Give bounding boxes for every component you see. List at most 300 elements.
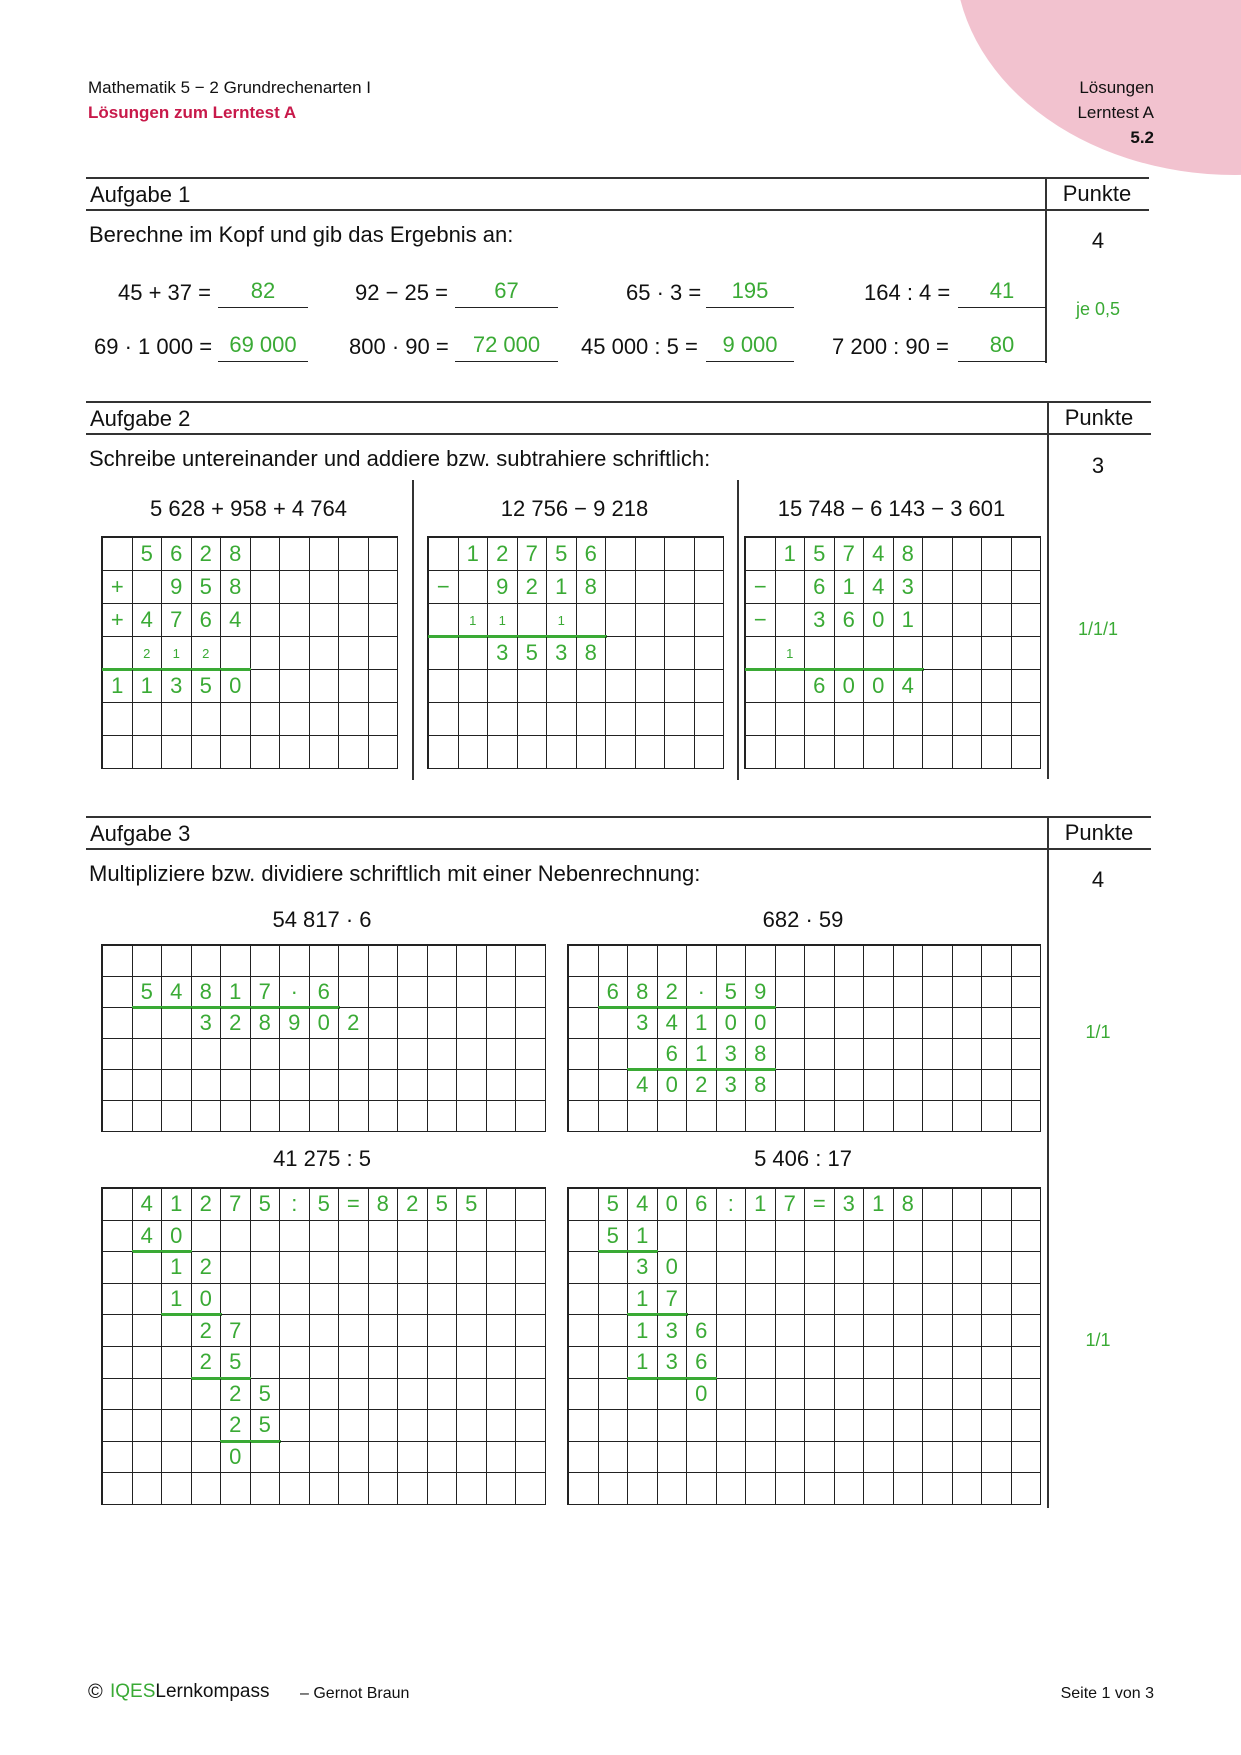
task1-question-4: 164 : 4 = (864, 280, 951, 305)
grid-cell (599, 1347, 629, 1379)
grid-cell (953, 946, 983, 977)
grid-cell (280, 1284, 310, 1316)
grid-cell (569, 1252, 599, 1284)
grid-cell: 5 (457, 1189, 487, 1221)
grid-cell (953, 1101, 983, 1132)
grid-cell (746, 1473, 776, 1505)
grid-cell (982, 1347, 1012, 1379)
grid-cell (606, 604, 636, 637)
grid-cell (658, 1379, 688, 1411)
grid-cell (864, 1473, 894, 1505)
grid-cell (953, 604, 983, 637)
grid-cell (457, 1070, 487, 1101)
page-number: Seite 1 von 3 (1060, 1685, 1154, 1702)
grid-cell: 2 (221, 1008, 251, 1039)
grid-cell (717, 1473, 747, 1505)
grid-cell (953, 1070, 983, 1101)
grid-cell (487, 1442, 517, 1474)
grid-cell (982, 1189, 1012, 1221)
grid-cell (776, 604, 806, 637)
brand-logo-text: IQESLernkompass (110, 1681, 270, 1702)
grid-cell (776, 670, 806, 703)
grid-cell (982, 1008, 1012, 1039)
grid-cell (516, 1189, 546, 1221)
task3-points-note-1: 1/1 (1085, 1022, 1111, 1042)
grid-cell (310, 736, 340, 769)
grid-cell (251, 670, 281, 703)
grid-cell: 2 (658, 977, 688, 1008)
grid-cell (369, 637, 399, 670)
grid-cell (339, 1347, 369, 1379)
grid-cell (746, 1101, 776, 1132)
grid-cell (251, 703, 281, 736)
grid-cell: 4 (133, 1221, 163, 1253)
grid-cell (1012, 1410, 1042, 1442)
grid-cell: 4 (133, 1189, 163, 1221)
grid-cell: 1 (221, 977, 251, 1008)
grid-cell (457, 946, 487, 977)
grid-cell: 1 (687, 1039, 717, 1070)
task1-points: 4 (1091, 228, 1105, 253)
grid-cell (687, 946, 717, 977)
grid-cell: 9 (488, 571, 518, 604)
grid-cell (280, 1442, 310, 1474)
grid-cell (398, 1008, 428, 1039)
grid-cell (569, 977, 599, 1008)
grid-cell (658, 1410, 688, 1442)
grid-cell (805, 1284, 835, 1316)
grid-cell (369, 1101, 399, 1132)
grid-cell (251, 1070, 281, 1101)
task3-problem-2-grid (567, 944, 1041, 1132)
grid-cell (339, 1070, 369, 1101)
grid-cell (280, 703, 310, 736)
grid-cell: 1 (894, 604, 924, 637)
grid-cell (953, 703, 983, 736)
grid-cell (746, 1284, 776, 1316)
grid-cell (398, 1315, 428, 1347)
grid-cell (923, 1284, 953, 1316)
grid-cell (310, 1379, 340, 1411)
grid-cell: 5 (717, 977, 747, 1008)
grid-cell (805, 1252, 835, 1284)
grid-cell (776, 1070, 806, 1101)
grid-cell (369, 946, 399, 977)
grid-cell (864, 977, 894, 1008)
grid-cell (599, 946, 629, 977)
grid-cell: 7 (518, 538, 548, 571)
grid-cell (133, 736, 163, 769)
grid-cell (398, 1347, 428, 1379)
grid-cell (569, 1347, 599, 1379)
grid-cell (717, 1315, 747, 1347)
grid-cell (923, 1410, 953, 1442)
task3-instruction: Multipliziere bzw. dividiere schriftlich mit einer Nebenrechnung: (89, 861, 701, 886)
grid-cell (805, 1410, 835, 1442)
grid-cell (457, 1252, 487, 1284)
grid-cell: 1 (547, 571, 577, 604)
grid-cell (864, 1284, 894, 1316)
grid-cell (923, 1252, 953, 1284)
grid-cell (1012, 977, 1042, 1008)
grid-cell (162, 1315, 192, 1347)
grid-cell (805, 1442, 835, 1474)
grid-cell (894, 1284, 924, 1316)
grid-cell: 5 (547, 538, 577, 571)
grid-cell: 7 (251, 977, 281, 1008)
grid-cell (953, 1347, 983, 1379)
grid-cell (280, 1252, 310, 1284)
grid-cell (982, 1070, 1012, 1101)
grid-cell: − (429, 571, 459, 604)
grid-cell (339, 1442, 369, 1474)
grid-cell (1012, 1101, 1042, 1132)
grid-cell: 8 (894, 538, 924, 571)
grid-cell (487, 1070, 517, 1101)
grid-cell (398, 1410, 428, 1442)
grid-cell (599, 1473, 629, 1505)
grid-cell (251, 946, 281, 977)
grid-cell (251, 571, 281, 604)
grid-cell (457, 1347, 487, 1379)
grid-cell (133, 1442, 163, 1474)
grid-cell (805, 946, 835, 977)
grid-cell (695, 637, 725, 670)
grid-cell (398, 1379, 428, 1411)
grid-cell (251, 736, 281, 769)
grid-cell (894, 703, 924, 736)
grid-cell (398, 977, 428, 1008)
grid-cell: 1 (776, 538, 806, 571)
grid-cell: 1 (133, 670, 163, 703)
grid-cell (221, 703, 251, 736)
grid-cell (103, 637, 133, 670)
grid-cell (923, 977, 953, 1008)
grid-cell (488, 670, 518, 703)
grid-cell: 1 (628, 1221, 658, 1253)
grid-cell (687, 1284, 717, 1316)
grid-cell (192, 1442, 222, 1474)
grid-cell (429, 703, 459, 736)
grid-cell (982, 1379, 1012, 1411)
grid-cell (776, 736, 806, 769)
task3-problem-1-grid (101, 944, 546, 1132)
grid-cell (369, 604, 399, 637)
grid-cell (428, 1252, 458, 1284)
grid-cell (339, 1473, 369, 1505)
grid-cell (982, 736, 1012, 769)
grid-cell: 1 (488, 604, 518, 637)
grid-cell (776, 1008, 806, 1039)
grid-cell (776, 1410, 806, 1442)
grid-cell (133, 946, 163, 977)
grid-cell (717, 1221, 747, 1253)
grid-cell (599, 1101, 629, 1132)
grid-cell (805, 1008, 835, 1039)
grid-cell (606, 736, 636, 769)
grid-cell (864, 736, 894, 769)
grid-cell (894, 1347, 924, 1379)
grid-cell (162, 946, 192, 977)
grid-cell (687, 1473, 717, 1505)
grid-cell (457, 1473, 487, 1505)
grid-cell (864, 1039, 894, 1070)
grid-cell (162, 736, 192, 769)
grid-cell (864, 703, 894, 736)
grid-cell (369, 1379, 399, 1411)
grid-cell (687, 1410, 717, 1442)
grid-cell (251, 538, 281, 571)
grid-cell: 3 (894, 571, 924, 604)
task2-divider (1047, 401, 1049, 779)
grid-cell (894, 1070, 924, 1101)
grid-cell (516, 1473, 546, 1505)
grid-cell (982, 1101, 1012, 1132)
grid-cell (835, 1473, 865, 1505)
task1-answer-3: 195 (706, 277, 794, 308)
grid-cell (894, 977, 924, 1008)
grid-cell (369, 1252, 399, 1284)
grid-cell: 9 (746, 977, 776, 1008)
grid-cell (1012, 1039, 1042, 1070)
grid-cell (192, 1473, 222, 1505)
grid-cell (339, 604, 369, 637)
grid-cell (221, 1070, 251, 1101)
grid-cell (636, 703, 666, 736)
grid-cell: 7 (221, 1315, 251, 1347)
grid-cell (103, 538, 133, 571)
grid-cell: 4 (133, 604, 163, 637)
task1-points-label: Punkte (1045, 177, 1149, 211)
grid-cell (103, 1410, 133, 1442)
grid-cell: 8 (221, 571, 251, 604)
task3-title: Aufgabe 3 (90, 821, 191, 846)
grid-cell (429, 604, 459, 637)
grid-cell (251, 1101, 281, 1132)
grid-cell (133, 1008, 163, 1039)
task2-problem-2-grid (427, 536, 724, 769)
grid-cell (982, 1039, 1012, 1070)
grid-cell (1012, 1221, 1042, 1253)
grid-cell (923, 1189, 953, 1221)
grid-cell (192, 1070, 222, 1101)
grid-cell (103, 977, 133, 1008)
grid-cell: 0 (746, 1008, 776, 1039)
grid-cell (133, 1070, 163, 1101)
grid-cell (280, 538, 310, 571)
grid-cell (339, 670, 369, 703)
grid-cell (162, 1101, 192, 1132)
grid-cell (369, 703, 399, 736)
grid-cell (339, 1039, 369, 1070)
task1-question-8: 7 200 : 90 = (832, 334, 949, 359)
grid-cell: 7 (162, 604, 192, 637)
grid-cell: 1 (864, 1189, 894, 1221)
grid-cell: 2 (192, 1315, 222, 1347)
grid-cell (982, 1252, 1012, 1284)
grid-cell: 3 (717, 1070, 747, 1101)
grid-cell: 1 (687, 1008, 717, 1039)
grid-cell (577, 703, 607, 736)
grid-cell (953, 1442, 983, 1474)
grid-cell: · (687, 977, 717, 1008)
grid-cell (805, 977, 835, 1008)
grid-cell (606, 538, 636, 571)
grid-cell: 1 (547, 604, 577, 637)
grid-cell (1012, 1008, 1042, 1039)
grid-cell (310, 637, 340, 670)
grid-cell (599, 1284, 629, 1316)
grid-cell (162, 1039, 192, 1070)
grid-cell: 6 (599, 977, 629, 1008)
grid-cell (1012, 1284, 1042, 1316)
grid-cell (894, 1473, 924, 1505)
grid-cell (599, 1379, 629, 1411)
grid-cell (923, 1379, 953, 1411)
grid-cell (457, 1221, 487, 1253)
grid-cell (339, 946, 369, 977)
grid-cell (776, 1252, 806, 1284)
grid-cell (103, 1189, 133, 1221)
grid-cell (805, 736, 835, 769)
grid-cell: 8 (894, 1189, 924, 1221)
task3-problem-3-grid (101, 1187, 546, 1505)
grid-cell (776, 1221, 806, 1253)
grid-cell (133, 1379, 163, 1411)
grid-cell (192, 1410, 222, 1442)
grid-cell (547, 703, 577, 736)
task3-problem-3-title: 41 275 : 5 (273, 1146, 371, 1171)
grid-cell: : (717, 1189, 747, 1221)
task2-points-label: Punkte (1047, 401, 1151, 435)
grid-cell (953, 1473, 983, 1505)
grid-cell (864, 1379, 894, 1411)
grid-cell: 2 (687, 1070, 717, 1101)
grid-cell (310, 1039, 340, 1070)
grid-cell (746, 1410, 776, 1442)
grid-cell (457, 1410, 487, 1442)
grid-cell (864, 1008, 894, 1039)
grid-cell (923, 736, 953, 769)
grid-cell (251, 1347, 281, 1379)
grid-cell: 5 (251, 1410, 281, 1442)
grid-cell: 1 (162, 1252, 192, 1284)
grid-cell (894, 946, 924, 977)
grid-cell (606, 637, 636, 670)
task2-problem-1-grid (101, 536, 398, 769)
grid-cell (488, 703, 518, 736)
grid-cell (982, 703, 1012, 736)
task1-answer-4: 41 (958, 277, 1046, 308)
task1-question-6: 800 · 90 = (349, 334, 449, 359)
grid-cell (221, 1039, 251, 1070)
grid-cell (251, 604, 281, 637)
grid-cell (687, 1252, 717, 1284)
grid-cell (953, 1252, 983, 1284)
grid-cell (398, 1442, 428, 1474)
grid-cell (457, 1315, 487, 1347)
grid-cell: 0 (162, 1221, 192, 1253)
grid-cell (310, 1410, 340, 1442)
task2-separator-2 (737, 480, 739, 780)
grid-cell (628, 1410, 658, 1442)
grid-cell (251, 1252, 281, 1284)
task2-problem-3-title: 15 748 − 6 143 − 3 601 (777, 496, 1006, 521)
grid-cell (577, 604, 607, 637)
grid-cell (103, 1039, 133, 1070)
grid-cell (221, 1252, 251, 1284)
task1-question-2: 92 − 25 = (355, 280, 448, 305)
grid-cell (339, 1101, 369, 1132)
grid-cell (717, 1410, 747, 1442)
grid-cell (923, 1473, 953, 1505)
grid-cell (982, 1410, 1012, 1442)
grid-cell: 4 (628, 1189, 658, 1221)
grid-cell (746, 1221, 776, 1253)
task2-title-bar (86, 401, 1047, 435)
grid-cell: 1 (103, 670, 133, 703)
grid-cell (805, 1039, 835, 1070)
grid-cell (251, 1442, 281, 1474)
grid-cell (894, 1252, 924, 1284)
grid-cell: 5 (599, 1221, 629, 1253)
grid-cell (428, 1284, 458, 1316)
grid-cell (717, 1284, 747, 1316)
grid-cell (369, 670, 399, 703)
grid-cell (428, 1008, 458, 1039)
grid-cell (516, 1221, 546, 1253)
grid-cell (805, 1101, 835, 1132)
grid-cell (428, 1315, 458, 1347)
grid-cell: 5 (221, 1347, 251, 1379)
grid-cell (516, 1379, 546, 1411)
grid-cell: 2 (339, 1008, 369, 1039)
grid-cell (487, 1221, 517, 1253)
author: – Gernot Braun (300, 1685, 410, 1702)
grid-cell (864, 1252, 894, 1284)
grid-cell: 7 (221, 1189, 251, 1221)
grid-cell: 4 (658, 1008, 688, 1039)
grid-cell (776, 1315, 806, 1347)
grid-cell (894, 1101, 924, 1132)
grid-cell (221, 736, 251, 769)
grid-cell (894, 1379, 924, 1411)
grid-cell: 1 (628, 1284, 658, 1316)
task3-title-bar (86, 816, 1047, 850)
grid-cell (577, 670, 607, 703)
grid-cell: 1 (746, 1189, 776, 1221)
grid-cell (369, 736, 399, 769)
grid-cell (746, 703, 776, 736)
grid-cell (569, 1442, 599, 1474)
grid-cell: 3 (547, 637, 577, 670)
grid-cell (923, 1008, 953, 1039)
grid-cell (805, 1347, 835, 1379)
grid-cell (369, 1284, 399, 1316)
grid-cell: 3 (628, 1252, 658, 1284)
grid-cell (428, 1039, 458, 1070)
grid-cell: : (280, 1189, 310, 1221)
grid-cell (628, 1101, 658, 1132)
grid-cell (428, 1101, 458, 1132)
grid-cell (398, 1101, 428, 1132)
grid-cell (923, 1347, 953, 1379)
grid-cell (953, 736, 983, 769)
grid-cell (982, 637, 1012, 670)
grid-cell: 2 (192, 1252, 222, 1284)
grid-cell (516, 1347, 546, 1379)
grid-cell (606, 670, 636, 703)
